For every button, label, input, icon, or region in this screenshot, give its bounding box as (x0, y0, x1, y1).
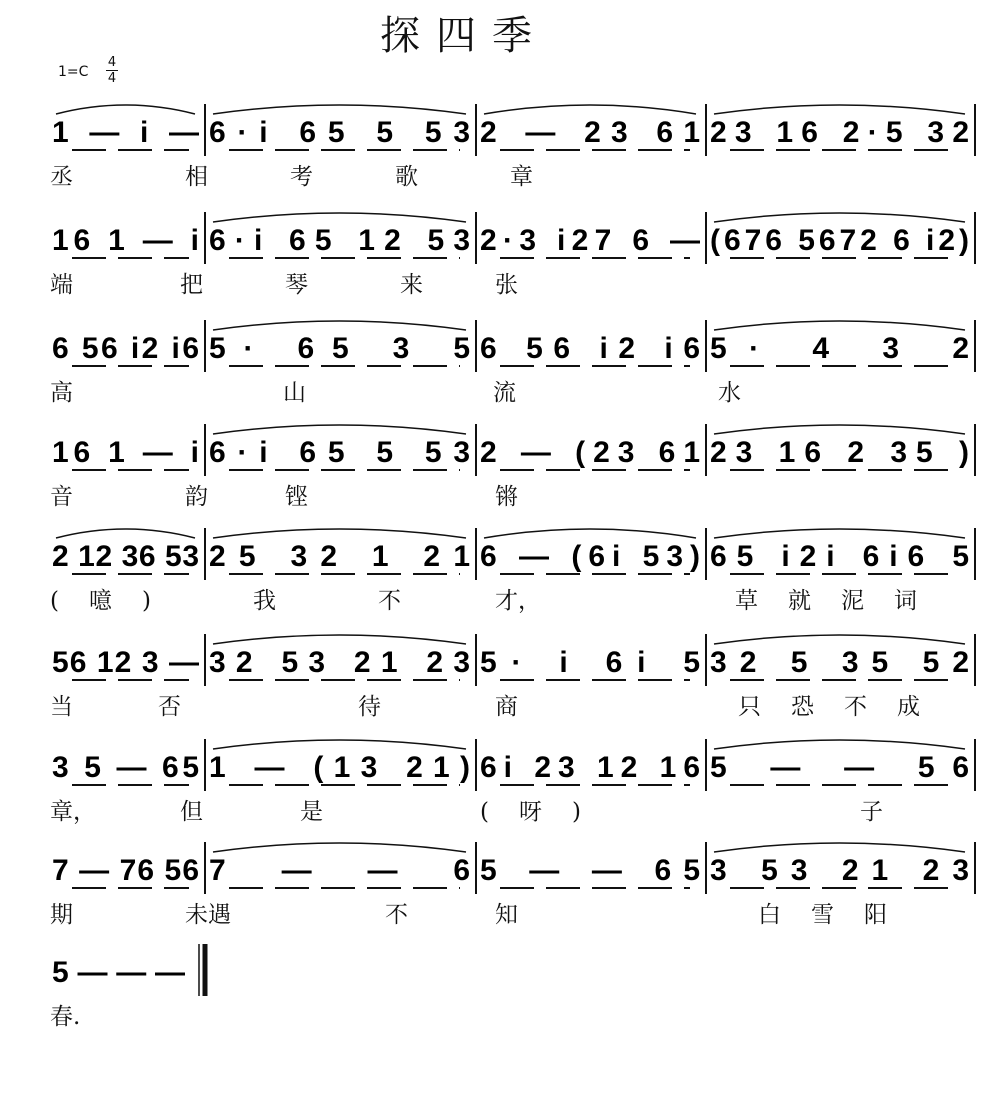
lyric-word: 只恐不成 (738, 694, 950, 720)
measure-notes: 5· 4 3 2 (710, 332, 969, 365)
slur-arc (714, 321, 965, 330)
measure-notes: 7 — — 6 (209, 854, 470, 887)
measure-notes: 2·3 i27 6 — (480, 224, 700, 257)
slur-arc (213, 843, 466, 852)
slur-arc (213, 425, 466, 434)
lyric-word: 韵 (185, 484, 208, 510)
lyric-word: 章 (510, 164, 533, 190)
lyrics-line (0, 266, 1000, 306)
time-signature-top: 4 (107, 55, 117, 70)
notation-line (0, 838, 1000, 898)
lyric-word: 是 (300, 799, 323, 825)
measure-notes: (676 5672 6 i2) (710, 224, 969, 257)
slur-arc (484, 529, 696, 538)
lyric-word: 山 (283, 380, 306, 406)
lyric-word: 才， (495, 588, 541, 614)
measure-notes: 3 53 21 23 (710, 854, 969, 887)
lyrics-line (0, 374, 1000, 414)
lyrics-line (0, 158, 1000, 198)
lyric-word: 待 (358, 694, 381, 720)
slur-arc (714, 843, 965, 852)
lyric-word: 水 (718, 380, 741, 406)
staff-row (0, 316, 1000, 421)
measure-notes: 6·i 65 5 53 (209, 436, 470, 469)
slur-arc (213, 213, 466, 222)
staff-row (0, 208, 1000, 313)
lyrics-line (0, 478, 1000, 518)
lyric-word: 流 (493, 380, 516, 406)
measure-notes: 6·i 65 5 53 (209, 116, 470, 149)
time-signature (106, 55, 118, 86)
measure-notes: 32 53 21 23 (209, 646, 470, 679)
lyric-word: 未遇 (185, 902, 231, 928)
time-signature-bottom: 4 (107, 71, 117, 86)
lyric-word: 子 (860, 799, 883, 825)
lyric-word: 把 (180, 272, 203, 298)
measure-notes: 32 5 35 52 (710, 646, 969, 679)
notation-line (0, 208, 1000, 268)
slur-arc (714, 740, 965, 749)
lyrics-line (0, 896, 1000, 936)
measure-notes: 25 32 1 21 (209, 540, 470, 573)
staff-row (0, 420, 1000, 525)
measure-notes: 7 — 76 56 (52, 854, 199, 887)
staff-row (0, 838, 1000, 943)
measure-notes: 65 i2i 6i6 5 (710, 540, 969, 573)
lyric-word: 高 (50, 380, 73, 406)
lyric-word: 当 (50, 694, 73, 720)
measure-notes: 2 — 23 61 (480, 116, 700, 149)
staff-row (0, 100, 1000, 205)
slur-arc (714, 425, 965, 434)
lyric-word: 张 (495, 272, 518, 298)
lyric-word: 白雪阳 (758, 902, 917, 928)
slur-arc (213, 105, 466, 114)
slur-arc (56, 105, 195, 114)
lyric-word: 商 (495, 694, 518, 720)
measure-notes: 6·i 65 12 53 (209, 224, 470, 257)
key-signature: 1=C (58, 64, 89, 80)
slur-arc (714, 105, 965, 114)
measure-notes: 23 16 2 35 ) (710, 436, 969, 469)
slur-arc (213, 321, 466, 330)
lyrics-line (0, 582, 1000, 622)
measure-notes: 16 1 — i (52, 224, 199, 257)
lyric-word: 相 (185, 164, 208, 190)
measure-notes: 6i 23 12 16 (480, 751, 700, 784)
slur-arc (213, 529, 466, 538)
lyric-word: 不 (385, 902, 408, 928)
measure-notes: 5 — — 56 (710, 751, 969, 784)
song-title: 探四季 (380, 13, 548, 59)
lyric-word: (呀) (480, 799, 611, 825)
lyric-word: 歌 (395, 164, 418, 190)
slur-arc (714, 213, 965, 222)
measure-notes: 1 — (13 21) (209, 751, 470, 784)
lyric-word: 期 (50, 902, 73, 928)
measure-notes: 5 — — 65 (480, 854, 700, 887)
measure-notes: 2 12 36 53 (52, 540, 199, 573)
measure-notes: 6 56 i2 i6 (52, 332, 199, 365)
lyric-word: 否 (158, 694, 181, 720)
lyric-word: 音 (50, 484, 73, 510)
staff-row (0, 735, 1000, 840)
lyric-word: 考 (290, 164, 313, 190)
measure-notes: 16 1 — i (52, 436, 199, 469)
measure-notes: 6 — (6i 53) (480, 540, 700, 573)
measure-notes: 5· 65 3 5 (209, 332, 470, 365)
lyric-word: 端 (50, 272, 73, 298)
slur-arc (714, 529, 965, 538)
lyric-word: 不 (378, 588, 401, 614)
lyrics-line (0, 793, 1000, 833)
lyrics-line (0, 688, 1000, 728)
slur-arc (213, 635, 466, 644)
lyric-word: 锵 (495, 484, 518, 510)
slur-arc (56, 529, 195, 538)
lyric-word: (噫) (50, 588, 181, 614)
measure-notes: 5 — — — (52, 956, 185, 989)
lyric-word: 草就泥词 (735, 588, 947, 614)
lyric-word: 琴 (285, 272, 308, 298)
lyric-word: 章， (50, 799, 96, 825)
measure-notes: 23 16 2·5 32 (710, 116, 969, 149)
lyric-word: 知 (495, 902, 518, 928)
lyric-word: 丞 (50, 164, 73, 190)
notation-line (0, 735, 1000, 795)
lyric-word: 我 (253, 588, 276, 614)
lyric-word: 但 (180, 799, 203, 825)
notation-line (0, 524, 1000, 584)
measure-notes: 6 56 i2 i6 (480, 332, 700, 365)
staff-row (0, 524, 1000, 629)
lyric-word: 春. (50, 1004, 81, 1030)
notation-line (0, 420, 1000, 480)
measure-notes: 5· i 6i 5 (480, 646, 700, 679)
slur-arc (213, 740, 466, 749)
notation-line (0, 940, 1000, 1000)
lyric-word: 铿 (285, 484, 308, 510)
slur-arc (714, 635, 965, 644)
staff-row (0, 940, 1000, 1045)
notation-line (0, 316, 1000, 376)
measure-notes: 1 — i — (52, 116, 199, 149)
staff-row (0, 630, 1000, 735)
notation-line (0, 100, 1000, 160)
lyric-word: 来 (400, 272, 423, 298)
measure-notes: 3 5 — 65 (52, 751, 199, 784)
notation-line (0, 630, 1000, 690)
measure-notes: 56 12 3 — (52, 646, 199, 679)
measure-notes: 2 — (23 61 (480, 436, 700, 469)
slur-arc (484, 105, 696, 114)
lyrics-line (0, 998, 1000, 1038)
